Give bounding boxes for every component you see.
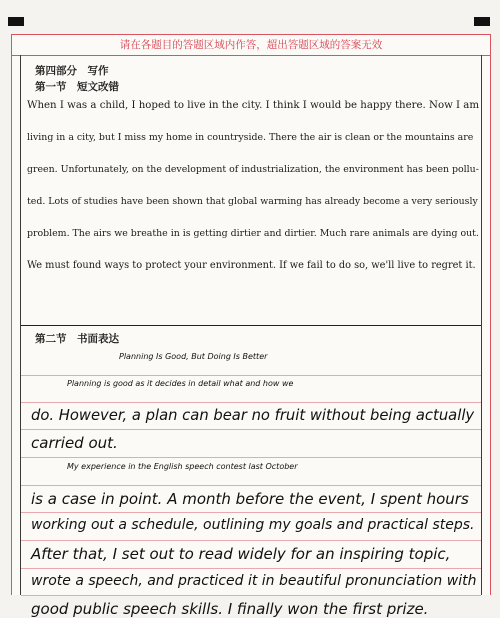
part-title: 第四部分 写作	[35, 65, 109, 77]
essay-line: Planning is good as it decides in detail what and how we	[67, 379, 294, 388]
answer-area	[20, 55, 482, 618]
section1-title: 第一节 短文改错	[35, 81, 119, 93]
registration-mark-left	[8, 17, 24, 26]
passage-line: When I was a child, I hoped to live in the city. I think I would be happy there. Now I am	[27, 100, 480, 111]
passage-line: living in a city, but I miss my home in countryside. There the air is clean or the mountains are	[27, 132, 474, 143]
essay-line: My experience in the English speech contest last October	[67, 462, 298, 471]
passage-line: problem. The airs we breathe in is getting dirtier and dirtier. Much rare animals are dying out.	[27, 228, 479, 239]
essay-line: good public speech skills. I finally won the first prize.	[31, 600, 429, 618]
essay-line: wrote a speech, and practiced it in beautiful pronunciation with	[31, 573, 477, 589]
essay-line: carried out.	[31, 434, 118, 452]
passage-line: green. Unfortunately, on the development of industrialization, the environment has been pollu-	[27, 164, 479, 175]
answer-sheet	[11, 34, 491, 618]
answer-area-notice: 请在各题目的答题区域内作答，超出答题区域的答案无效	[12, 35, 490, 56]
registration-mark-right	[474, 17, 490, 26]
essay-line: is a case in point. A month before the event, I spent hours	[31, 490, 469, 508]
passage-line: We must found ways to protect your environment. If we fail to do so, we'll live to regret it.	[27, 260, 476, 271]
passage-line: ted. Lots of studies have been shown that global warming has already become a very seriously	[27, 196, 478, 207]
essay-line: After that, I set out to read widely for an inspiring topic,	[31, 545, 451, 563]
essay-line: working out a schedule, outlining my goals and practical steps.	[31, 517, 475, 533]
section-divider	[21, 325, 481, 326]
essay-line: do. However, a plan can bear no fruit without being actually	[31, 407, 475, 424]
section2-title: 第二节 书面表达	[35, 333, 119, 345]
essay-title: Planning Is Good, But Doing Is Better	[119, 352, 268, 361]
